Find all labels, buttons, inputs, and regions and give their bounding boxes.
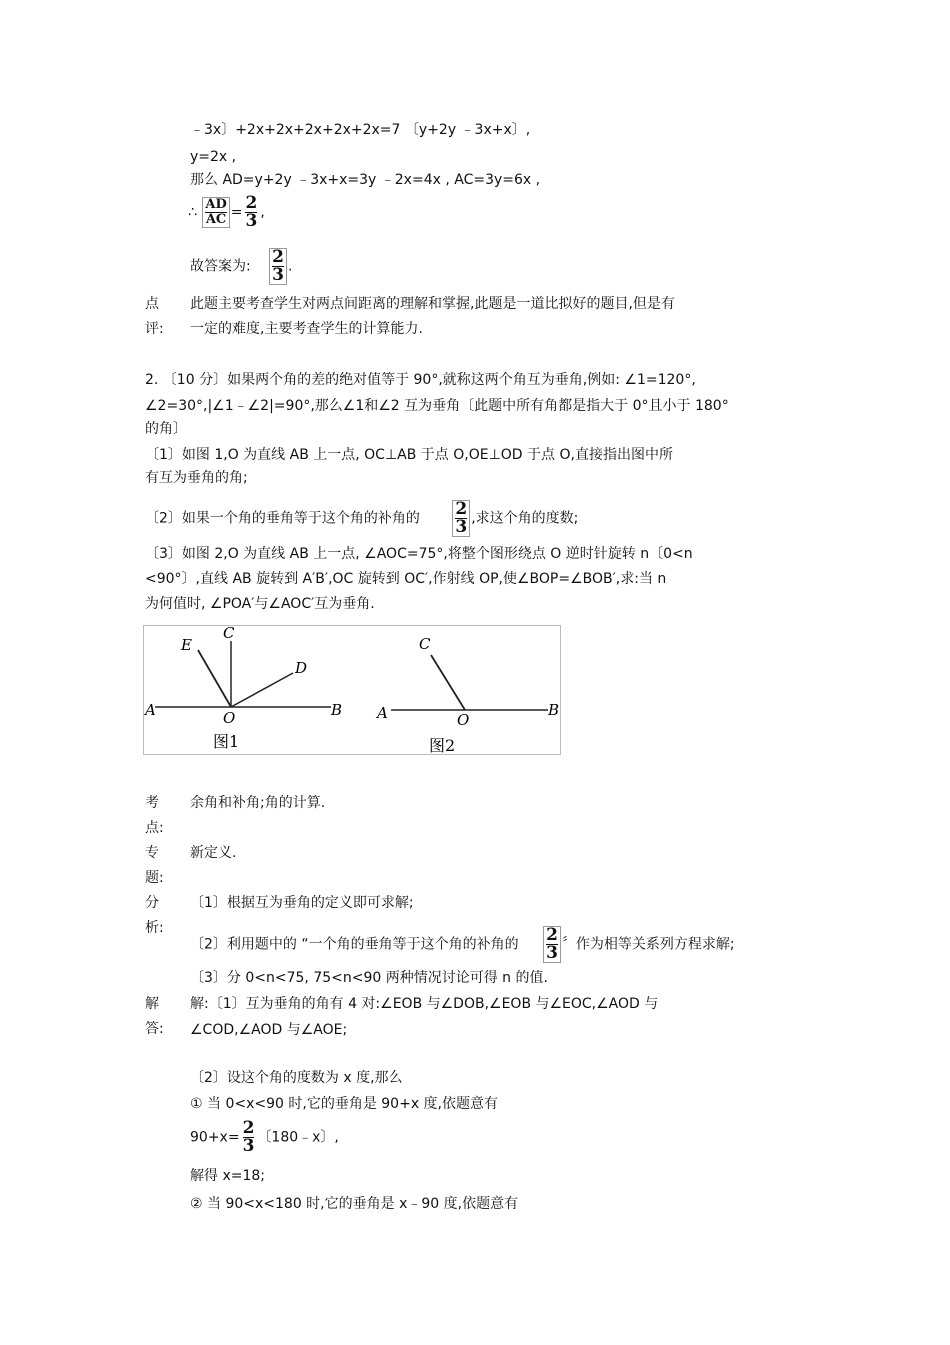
review-label: 评: [145,321,164,337]
analysis-text: 〔1〕根据互为垂角的定义即可求解; [190,895,414,911]
ratio-line: ∴ $\frac{AD}{AC}$ = $\frac{2}{3}$ , [188,193,265,231]
answer-text: ∠COD,∠AOD 与∠AOE; [190,1022,348,1038]
equation-line: y=2x , [190,149,237,165]
equation-line: ﹣3x〕+2x+2x+2x+2x+2x=7 〔y+2y ﹣3x+x〕, [190,122,531,138]
answer-text: 解:〔1〕互为垂角的角有 4 对:∠EOB 与∠DOB,∠EOB 与∠EOC,∠AOD 与 [190,996,659,1012]
label-c: C [223,625,235,642]
fraction-two-thirds: $\frac{2}{3}$ [543,926,561,963]
fraction-two-thirds: $\frac{2}{3}$ [452,500,470,537]
fraction-ad-ac: $\frac{AD}{AC}$ [202,197,229,228]
section-label: 答: [145,1021,164,1037]
analysis-text: 〔2〕利用题中的 “一个角的垂角等于这个角的补角的 $\frac{2}{3}$ 〞作为相等关系列方程求解; [190,925,735,963]
equation-line: 那么 AD=y+2y ﹣3x+x=3y ﹣2x=4x , AC=3y=6x , [190,172,541,188]
section-label: 专 [145,845,159,861]
label-a: A [377,704,388,722]
geometry-figure [143,625,561,755]
answer-text: ② 当 90<x<180 时,它的垂角是 x﹣90 度,依题意有 [190,1196,519,1212]
analysis-text: 〔3〕分 0<n<75, 75<n<90 两种情况讨论可得 n 的值. [190,970,548,986]
label-a: A [145,701,156,719]
section-label: 点: [145,820,164,836]
therefore-symbol: ∴ [188,204,197,221]
question-part-3: 〔3〕如图 2,O 为直线 AB 上一点, ∠AOC=75°,将整个图形绕点 O 逆时针旋转 n〔0<n [145,546,693,562]
review-text: 一定的难度,主要考查学生的计算能力. [190,321,423,337]
question-text: 2. 〔10 分〕如果两个角的差的绝对值等于 90°,就称这两个角互为垂角,例如: ∠1=120°, [145,372,696,388]
label-o: O [223,709,236,727]
topic-text: 新定义. [190,845,237,861]
label-c: C [419,635,431,653]
review-text: 此题主要考查学生对两点间距离的理解和掌握,此题是一道比拟好的题目,但是有 [190,296,675,312]
section-label: 析: [145,920,164,936]
question-part-3: 为何值时, ∠POA′与∠AOC′互为垂角. [145,596,375,612]
figure-caption: 图2 [429,736,456,755]
question-part-2: 〔2〕如果一个角的垂角等于这个角的补角的 $\frac{2}{3}$ ,求这个角的度数; [145,499,579,537]
answer-equation: 90+x= $\frac{2}{3}$ 〔180﹣x〕, [190,1118,339,1156]
answer-text: ① 当 0<x<90 时,它的垂角是 90+x 度,依题意有 [190,1096,498,1112]
question-part-1: 有互为垂角的角; [145,470,248,486]
question-text: 的角〕 [145,421,187,437]
label-b: B [548,701,560,719]
answer-line: 故答案为: $\frac{2}{3}$ . [190,247,293,285]
question-part-3: <90°〕,直线 AB 旋转到 A′B′,OC 旋转到 OC′,作射线 OP,使∠BOP=∠BOB′,求:当 n [145,571,667,587]
key-point-text: 余角和补角;角的计算. [190,795,326,811]
question-text: ∠2=30°,|∠1﹣∠2|=90°,那么∠1和∠2 互为垂角〔此题中所有角都是指大于 0°且小于 180° [145,398,729,414]
section-label: 题: [145,870,164,886]
answer-text: 解得 x=18; [190,1168,265,1184]
label-e: E [181,636,192,654]
label-b: B [331,701,343,719]
section-label: 分 [145,895,159,911]
review-label: 点 [145,296,159,312]
question-part-1: 〔1〕如图 1,O 为直线 AB 上一点, OC⊥AB 于点 O,OE⊥OD 于点 O,直接指出图中所 [145,447,673,463]
section-label: 考 [145,795,159,811]
answer-text: 〔2〕设这个角的度数为 x 度,那么 [190,1070,403,1086]
fraction-two-thirds: $\frac{2}{3}$ [242,1118,255,1156]
fraction-two-thirds: $\frac{2}{3}$ [269,248,287,285]
section-label: 解 [145,996,159,1012]
label-o: O [457,711,470,729]
label-d: D [295,659,308,677]
fraction-two-thirds: $\frac{2}{3}$ [245,193,258,231]
figure-caption: 图1 [213,732,240,751]
